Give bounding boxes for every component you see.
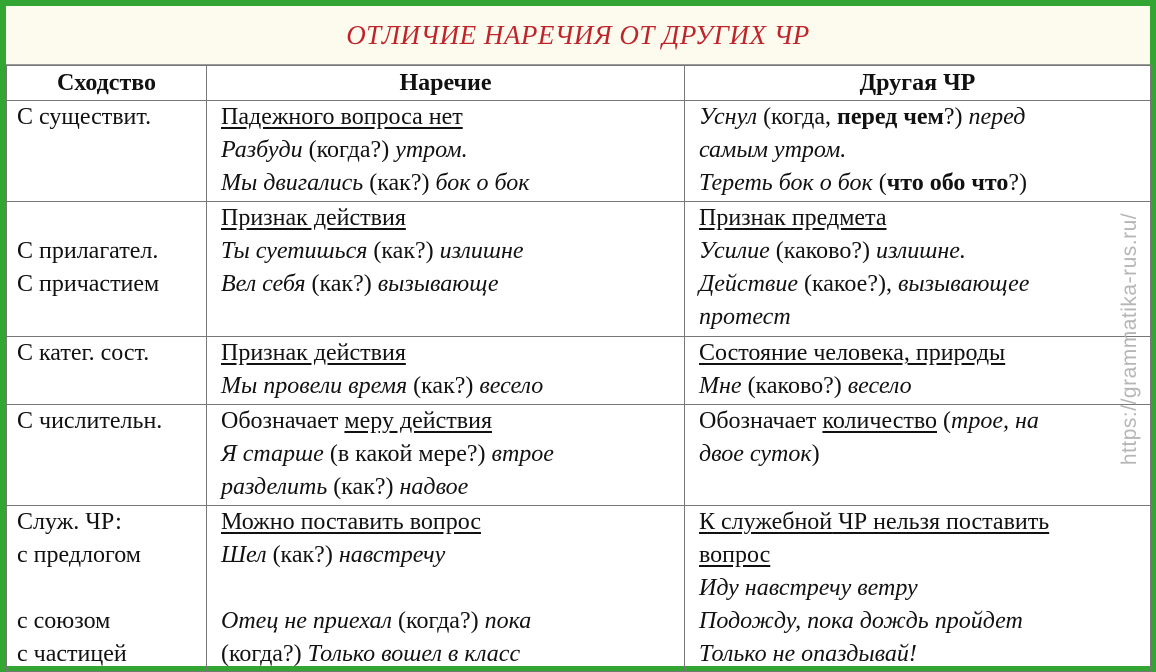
adverb-example: [221, 539, 674, 572]
other-example: [699, 101, 1140, 134]
other-example: [699, 638, 1140, 671]
example-text: Мы двигались: [221, 170, 364, 196]
example-question: (когда?): [221, 641, 308, 667]
example-text: Отец не приехал: [221, 608, 393, 634]
other-example: [699, 605, 1140, 638]
adverb-heading: Признак действия: [221, 340, 406, 366]
example-text: Тереть бок о бок: [699, 170, 873, 196]
other-heading: [699, 506, 1140, 539]
example-text: надвое: [399, 474, 469, 500]
similarity-label: С прилагател.: [17, 238, 159, 264]
example-text: трое, на: [951, 408, 1039, 434]
header-adverb: Наречие: [207, 66, 685, 101]
adverb-example: [221, 471, 674, 504]
table-row: [7, 101, 1151, 202]
other-heading: Признак предмета: [699, 205, 887, 231]
table-row: [7, 202, 1151, 337]
example-text: весело: [479, 373, 544, 399]
similarity-label: с частицей: [17, 641, 127, 667]
example-text: Только вошел в класс: [307, 641, 521, 667]
watermark: [1112, 194, 1148, 484]
example-text: Только не опаздывай!: [699, 641, 917, 667]
example-question: (как?): [367, 238, 440, 264]
header-row: [7, 66, 1151, 101]
adverb-heading: Признак действия: [221, 205, 406, 231]
similarity-label: С катег. сост.: [17, 340, 150, 366]
example-text: Иду навстречу ветру: [699, 575, 918, 601]
table-row: [7, 337, 1151, 405]
example-question: (в какой мере?): [323, 441, 492, 467]
table-row: [7, 405, 1151, 506]
example-text: Усилие: [699, 238, 770, 264]
other-example: [699, 572, 1140, 605]
example-text: перед: [968, 104, 1026, 130]
example-question-bold: перед чем: [837, 104, 944, 130]
other-cell: [685, 506, 1151, 672]
other-heading: Состояние человека, природы: [699, 340, 1006, 366]
adverb-example: [221, 370, 674, 403]
heading-text: (: [937, 408, 951, 434]
other-cell: [685, 101, 1151, 202]
adverb-example: [221, 134, 674, 167]
adverb-example: [221, 235, 674, 268]
similarity-label: С числительн.: [17, 408, 163, 434]
example-text: вызывающе: [377, 271, 499, 297]
example-question: (когда,: [757, 104, 838, 130]
other-heading: [699, 405, 1140, 438]
similarity-cell: [7, 337, 207, 405]
example-question: (каково?): [741, 373, 848, 399]
heading-underlined: К: [699, 509, 722, 535]
other-example: [699, 167, 1140, 200]
header-other: Другая ЧР: [685, 66, 1151, 101]
example-text: Мы провели время: [221, 373, 408, 399]
example-text: бок о бок: [435, 170, 530, 196]
example-text: пока: [484, 608, 532, 634]
other-cell: [685, 337, 1151, 405]
example-question-bold: что обо что: [886, 170, 1009, 196]
example-text: Мне: [699, 373, 742, 399]
other-example: [699, 268, 1140, 301]
adverb-example: [221, 638, 674, 671]
example-question: (каково?): [769, 238, 876, 264]
title-bar: [6, 6, 1150, 65]
example-text: втрое: [491, 441, 554, 467]
example-text: Подожду, пока дождь пройдет: [699, 608, 1023, 634]
heading-underlined: служебной: [721, 509, 833, 535]
example-text: вызывающее: [897, 271, 1030, 297]
other-example: [699, 235, 1140, 268]
adverb-cell: [207, 405, 685, 506]
example-text: Уснул: [699, 104, 758, 130]
heading-text: Обозначает: [221, 408, 345, 434]
example-question: (как?): [266, 542, 339, 568]
example-text: двое суток: [699, 441, 812, 467]
similarity-cell: [7, 101, 207, 202]
similarity-label: с предлогом: [17, 542, 141, 568]
example-text: излишне: [439, 238, 524, 264]
similarity-label: Служ. ЧР:: [17, 509, 122, 535]
header-similarity: Сходство: [7, 66, 207, 101]
example-question: ?): [943, 104, 969, 130]
example-text: Я старше: [221, 441, 324, 467]
example-text: Ты суетишься: [221, 238, 368, 264]
adverb-example: [221, 268, 674, 301]
page-title: ОТЛИЧИЕ НАРЕЧИЯ ОТ ДРУГИХ ЧР: [346, 19, 810, 50]
heading-underlined: ЧР нельзя поставить: [832, 509, 1050, 535]
heading-underlined: количество: [822, 408, 937, 434]
other-example: [699, 301, 1140, 334]
example-text: Разбуди: [221, 137, 303, 163]
example-text: весело: [847, 373, 912, 399]
example-question: (как?): [305, 271, 378, 297]
example-text: разделить: [221, 474, 328, 500]
example-text: Вел себя: [221, 271, 306, 297]
example-text: протест: [699, 304, 791, 330]
example-question: (: [872, 170, 887, 196]
similarity-cell: [7, 506, 207, 672]
example-question: ): [811, 441, 820, 467]
adverb-example: [221, 605, 674, 638]
example-text: навстречу: [338, 542, 446, 568]
similarity-label: С причастием: [17, 271, 160, 297]
similarity-label: С существит.: [17, 104, 152, 130]
example-question: (когда?): [392, 608, 485, 634]
example-text: Шел: [221, 542, 267, 568]
other-heading: вопрос: [699, 542, 771, 568]
example-question: (как?): [363, 170, 436, 196]
other-example: [699, 438, 1140, 471]
adverb-example: [221, 167, 674, 200]
heading-underlined: меру действия: [344, 408, 493, 434]
example-question: (как?): [407, 373, 480, 399]
adverb-heading: Можно поставить вопрос: [221, 509, 481, 535]
adverb-heading: Падежного вопроса нет: [221, 104, 463, 130]
example-text: утром.: [395, 137, 468, 163]
similarity-cell: [7, 202, 207, 337]
adverb-heading: [221, 405, 674, 438]
similarity-label: с союзом: [17, 608, 111, 634]
example-text: излишне.: [876, 238, 966, 264]
similarity-cell: [7, 405, 207, 506]
adverb-cell: [207, 337, 685, 405]
example-question: (когда?): [302, 137, 396, 163]
other-example: [699, 134, 1140, 167]
heading-text: Обозначает: [699, 408, 823, 434]
example-text: самым утром.: [699, 137, 847, 163]
example-question: (как?): [327, 474, 400, 500]
other-cell: [685, 202, 1151, 337]
adverb-cell: [207, 506, 685, 672]
example-text: Действие: [699, 271, 798, 297]
adverb-cell: [207, 202, 685, 337]
other-cell: [685, 405, 1151, 506]
watermark-text: https://grammatika-rus.ru/: [1118, 212, 1142, 466]
adverb-example: [221, 438, 674, 471]
table-row: [7, 506, 1151, 672]
adverb-cell: [207, 101, 685, 202]
comparison-table: [6, 65, 1151, 672]
other-example: [699, 370, 1140, 403]
example-question: (какое?),: [797, 271, 898, 297]
example-question: ?): [1008, 170, 1028, 196]
